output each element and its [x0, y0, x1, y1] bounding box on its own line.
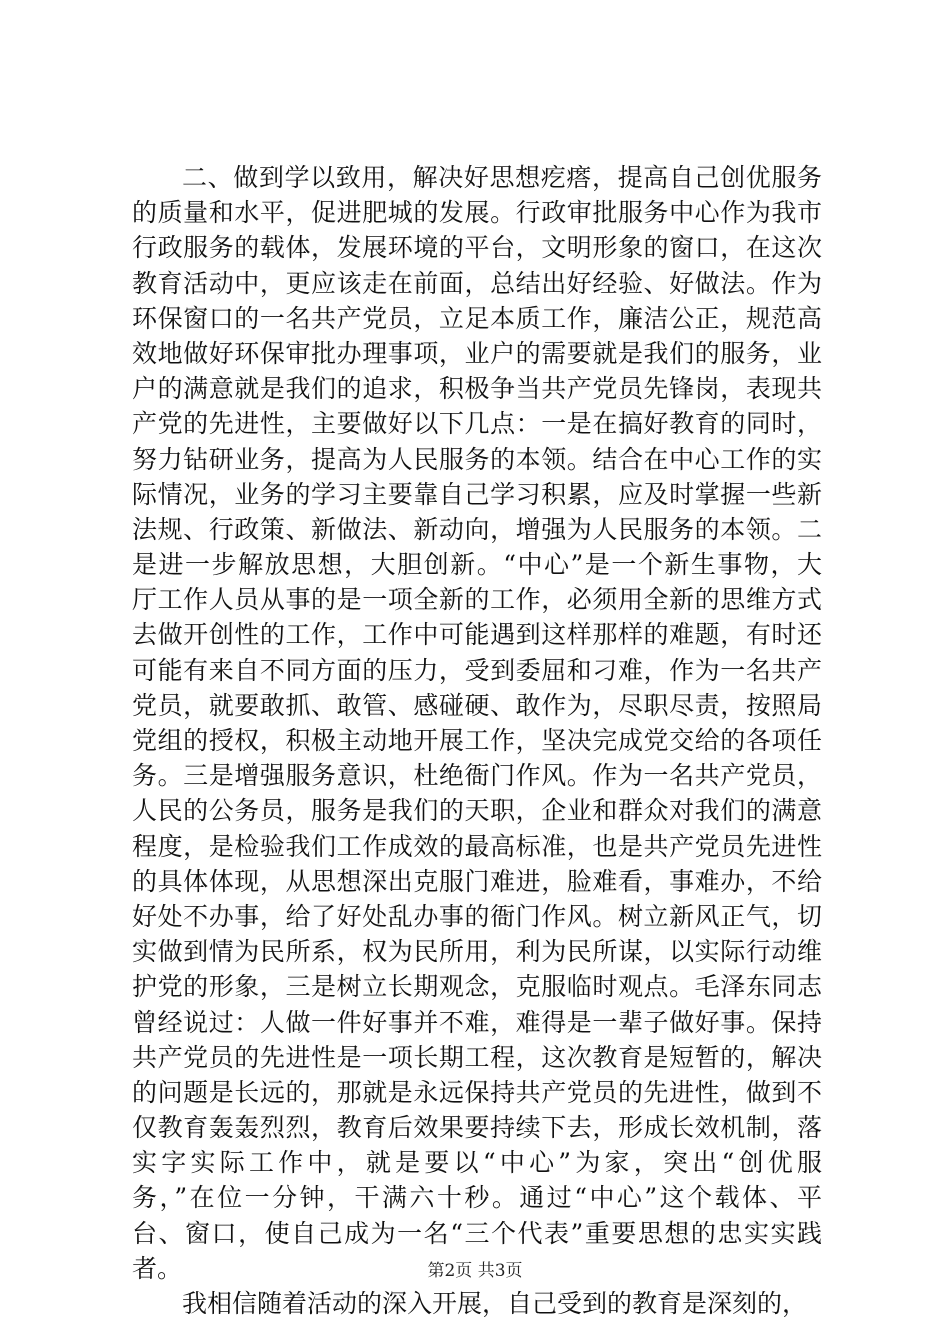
text-line: 仅教育轰轰烈烈，教育后效果要持续下去，形成长效机制，落 — [132, 1113, 822, 1143]
text-line: 务。三是增强服务意识，杜绝衙门作风。作为一名共产党员， — [132, 761, 822, 791]
page-number-footer: 第2页 共3页 — [427, 1261, 523, 1281]
text-line: 产党的先进性，主要做好以下几点：一是在搞好教育的同时， — [132, 409, 822, 439]
text-line: 行政服务的载体，发展环境的平台，文明形象的窗口，在这次 — [132, 233, 822, 263]
text-line: 者。 — [132, 1253, 183, 1283]
paragraph-1 — [132, 160, 822, 1286]
text-line: 人民的公务员，服务是我们的天职，企业和群众对我们的满意 — [132, 796, 822, 826]
text-line: 曾经说过：人做一件好事并不难，难得是一辈子做好事。保持 — [132, 1007, 822, 1037]
text-line: 可能有来自不同方面的压力，受到委屈和刁难，作为一名共产 — [132, 655, 822, 685]
text-line: 二、做到学以致用，解决好思想疙瘩，提高自己创优服务 — [182, 163, 822, 192]
text-line: 党组的授权，积极主动地开展工作，坚决完成党交给的各项任 — [132, 726, 822, 755]
paragraph-2 — [132, 1286, 822, 1321]
text-line: 实做到情为民所系，权为民所用，利为民所谋，以实际行动维 — [132, 937, 822, 967]
text-line: 户的满意就是我们的追求，积极争当共产党员先锋岗，表现共 — [132, 374, 822, 404]
text-line: 好处不办事，给了好处乱办事的衙门作风。树立新风正气，切 — [132, 901, 822, 931]
document-body — [132, 160, 822, 1321]
text-line: 的具体体现，从思想深出克服门难进，脸难看，事难办，不给 — [132, 866, 822, 896]
text-line: 环保窗口的一名共产党员，立足本质工作，廉洁公正，规范高 — [132, 303, 822, 333]
text-line: 程度，是检验我们工作成效的最高标准，也是共产党员先进性 — [132, 831, 822, 861]
text-line: 务，”在位一分钟，干满六十秒。通过“中心”这个载体、平 — [132, 1183, 822, 1213]
text-line: 法规、行政策、新做法、新动向，增强为人民服务的本领。二 — [132, 514, 822, 544]
text-line: 努力钻研业务，提高为人民服务的本领。结合在中心工作的实 — [132, 444, 822, 474]
text-line: 际情况，业务的学习主要靠自己学习积累，应及时掌握一些新 — [132, 479, 822, 509]
text-line: 我相信随着活动的深入开展，自己受到的教育是深刻的， — [182, 1289, 808, 1318]
text-line: 护党的形象，三是树立长期观念，克服临时观点。毛泽东同志 — [132, 972, 822, 1002]
text-line: 效地做好环保审批办理事项，业户的需要就是我们的服务，业 — [132, 338, 822, 368]
text-line: 实字实际工作中，就是要以“中心”为家，突出“创优服 — [132, 1148, 822, 1178]
text-line: 的质量和水平，促进肥城的发展。行政审批服务中心作为我市 — [132, 198, 822, 228]
text-line: 党员，就要敢抓、敢管、感碰硬、敢作为，尽职尽责，按照局 — [132, 690, 822, 720]
text-line: 厅工作人员从事的是一项全新的工作，必须用全新的思维方式 — [132, 585, 822, 615]
text-line: 台、窗口，使自己成为一名“三个代表”重要思想的忠实实践 — [132, 1218, 822, 1248]
text-line: 的问题是长远的，那就是永远保持共产党员的先进性，做到不 — [132, 1077, 822, 1107]
text-line: 是进一步解放思想，大胆创新。“中心”是一个新生事物，大 — [132, 550, 822, 580]
text-line: 教育活动中，更应该走在前面，总结出好经验、好做法。作为 — [132, 268, 822, 298]
text-line: 共产党员的先进性是一项长期工程，这次教育是短暂的，解决 — [132, 1042, 822, 1072]
text-line: 去做开创性的工作，工作中可能遇到这样那样的难题，有时还 — [132, 620, 822, 650]
